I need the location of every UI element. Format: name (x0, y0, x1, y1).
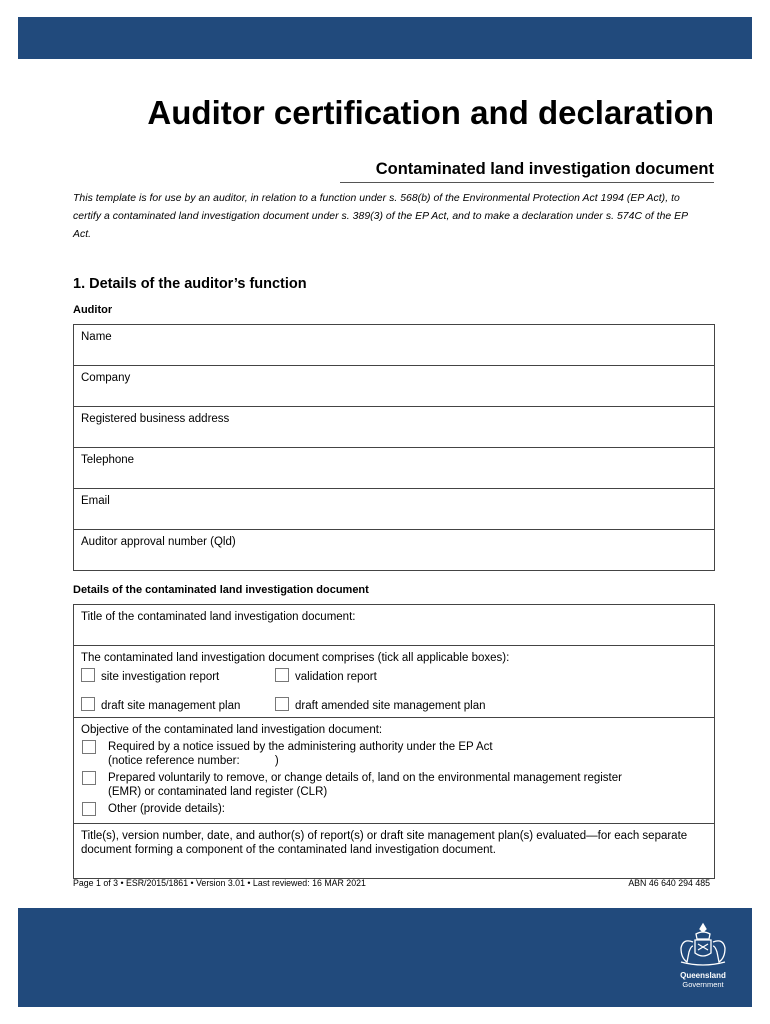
company-field[interactable] (74, 366, 715, 407)
objective-other[interactable]: Other (provide details): (81, 802, 707, 816)
auditor-table (73, 324, 715, 571)
name-label: Name (81, 331, 112, 343)
header-band (18, 17, 752, 59)
objective-notice[interactable]: Required by a notice issued by the administering authority under the EP Act (notice reference number: ) (81, 740, 707, 768)
checkbox[interactable] (82, 740, 96, 754)
name-field[interactable] (74, 325, 715, 366)
footer-abn: ABN 46 640 294 485 (628, 878, 710, 888)
footer-band (18, 908, 752, 1007)
approval-number-field[interactable] (74, 530, 715, 571)
objective-voluntary[interactable]: Prepared voluntarily to remove, or change details of, land on the environmental management register (EMR) or contaminated land register (CLR) (81, 771, 707, 799)
option-draft-amended-smp[interactable]: draft amended site management plan (275, 697, 486, 713)
reports-field[interactable] (74, 824, 715, 879)
document-table (73, 604, 715, 879)
footer-meta: Page 1 of 3 • ESR/2015/1861 • Version 3.01 • Last reviewed: 16 MAR 2021 (73, 878, 366, 888)
company-label: Company (81, 372, 131, 384)
checkbox[interactable] (81, 697, 95, 711)
document-heading: Details of the contaminated land investigation document (73, 584, 369, 596)
option-site-investigation[interactable]: site investigation report (81, 668, 275, 684)
logo-line2: Government (682, 980, 724, 989)
document-title-field[interactable] (74, 605, 715, 646)
objective-cell (74, 718, 715, 824)
option-draft-smp[interactable]: draft site management plan (81, 697, 275, 713)
queensland-government-logo (673, 920, 733, 994)
approval-number-label: Auditor approval number (Qld) (81, 536, 236, 548)
intro-text: This template is for use by an auditor, in relation to a function under s. 568(b) of the Environmental Protection Act 1994 (EP Act), to certify a contaminated land investigation document under s. 389(3) of the EP Act, and to make a declaration under s. 574C of the EP Act. (73, 193, 688, 240)
reports-label: Title(s), version number, date, and author(s) of report(s) or draft site management plan(s) evaluated—for each separate document forming a component of the contaminated land investigation document. (81, 830, 688, 856)
option-validation-report[interactable]: validation report (275, 668, 377, 684)
document-title-label: Title of the contaminated land investigation document: (81, 611, 356, 623)
comprises-cell (74, 646, 715, 718)
auditor-heading: Auditor (73, 304, 113, 316)
page-subtitle: Contaminated land investigation document (340, 160, 714, 183)
checkbox[interactable] (81, 668, 95, 682)
telephone-field[interactable] (74, 448, 715, 489)
address-label: Registered business address (81, 413, 230, 425)
telephone-label: Telephone (81, 454, 135, 466)
checkbox[interactable] (82, 771, 96, 785)
address-field[interactable] (74, 407, 715, 448)
crest-icon (681, 924, 725, 965)
checkbox[interactable] (275, 668, 289, 682)
page-title: Auditor certification and declaration (147, 94, 714, 131)
section-1-heading: 1. Details of the auditor’s function (73, 276, 307, 292)
email-label: Email (81, 495, 110, 507)
checkbox[interactable] (82, 802, 96, 816)
logo-line1: Queensland (680, 971, 726, 980)
email-field[interactable] (74, 489, 715, 530)
checkbox[interactable] (275, 697, 289, 711)
objective-label: Objective of the contaminated land investigation document: (81, 724, 383, 736)
comprises-label: The contaminated land investigation document comprises (tick all applicable boxes): (81, 652, 510, 664)
